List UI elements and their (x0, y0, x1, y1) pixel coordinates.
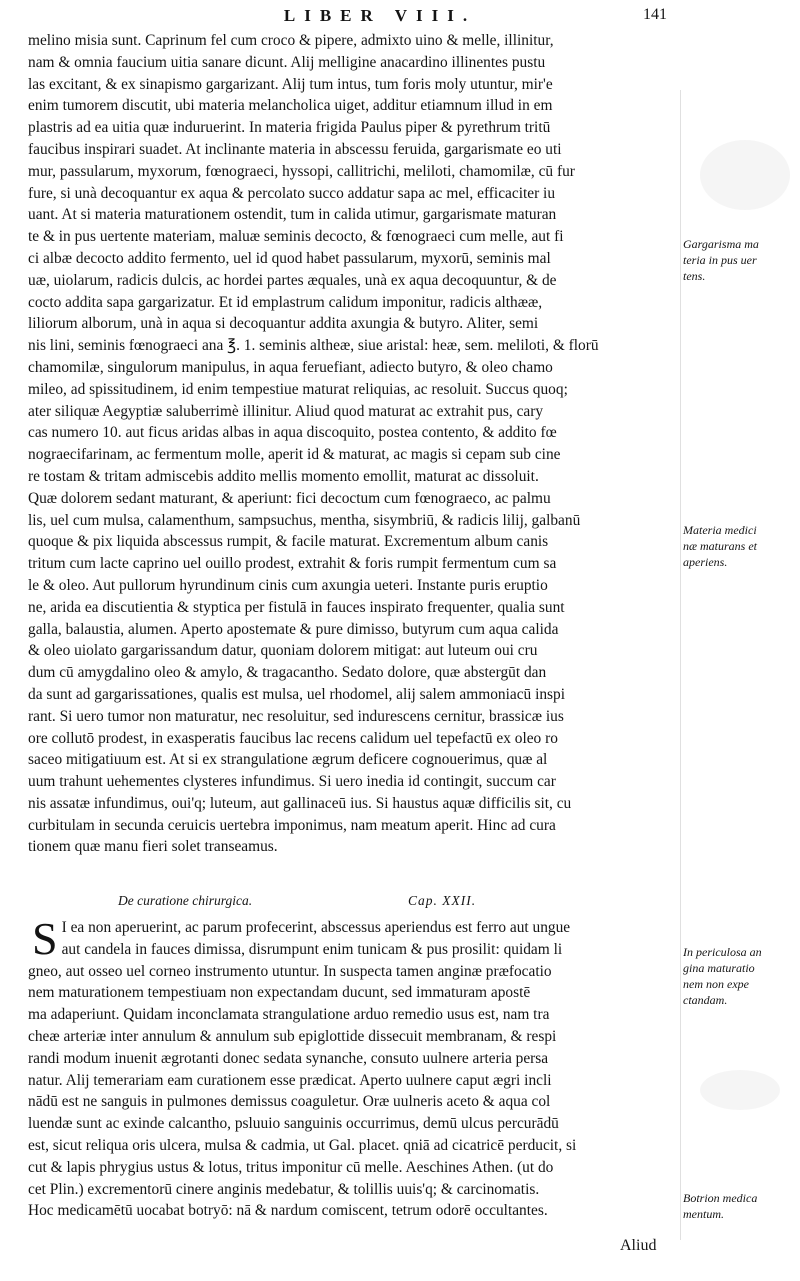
text-line: cas numero 10. aut ficus aridas albas in aqua discoquito, postea contento, & addito fœ (28, 424, 557, 442)
text-line: enim tumorem discutit, ubi materia melancholica uiget, additur etiamnum illud in em (28, 97, 553, 115)
text-line: ci albæ decocto addito fermento, uel id quod habet passularum, myxorū, seminis mal (28, 249, 551, 267)
text-line: randi modum inuenit ægrotanti donec sedata synanche, consuto uulnere arteria persa (28, 1049, 549, 1067)
marginal-note (683, 236, 795, 284)
paper-stain (700, 1070, 780, 1110)
text-line: nādū est ne sanguis in pulmones demissus coaguletur. Oræ uulneris aceto & aqua col (28, 1093, 551, 1111)
text-line: cocto addita sapa gargarizatur. Et id emplastrum calidum imponitur, radicis althææ, (28, 293, 543, 311)
text-line: te & in pus uertente materiam, maluæ seminis decocto, & fœnograeci cum melle, aut fi (28, 228, 564, 246)
marginal-note (683, 522, 795, 570)
marginal-note (683, 944, 795, 1008)
chapter-heading (28, 893, 678, 915)
text-line: uum trahunt uehementes clysteres infundimus. Si uero inedia id contingit, succum car (28, 773, 556, 791)
text-line: quoque & pix liquida abscessus rumpit, & facile maturat. Excrementum album canis (28, 533, 549, 551)
text-line: Hoc medicamētū uocabat botryō: nā & nardum comiscent, tetrum odorē occultantes. (28, 1202, 548, 1220)
marginal-line: tens. (683, 269, 706, 283)
text-line: tritum cum lacte caprino uel ouillo prodest, extrahit & foris rumpit fermentum cum sa (28, 555, 557, 573)
page-number: 141 (643, 6, 667, 23)
text-line: melino misia sunt. Caprinum fel cum croco & pipere, admixto uino & melle, illinitur, (28, 32, 554, 49)
text-line: aut candela in fauces dimissa, disrumpunt enim tunicam & pus prosilit: quidam li (61, 940, 563, 958)
text-line: liliorum alborum, unà in aqua si decoquantur addita axungia & butyro. Aliter, semi (28, 315, 539, 333)
chapter-number: Cap. XXII. (408, 893, 477, 908)
text-line: natur. Alij temerariam eam curationem esse prædicat. Aperto uulnere caput ægri incli (28, 1071, 552, 1089)
text-line: saceo mitigatiuum est. At si ex strangulatione ægrum deficere cognouerimus, quæ al (28, 751, 548, 769)
marginal-line: Botrion medica (683, 1191, 758, 1205)
text-line: re tostam & tritam admiscebis addito mellis momento emollit, maturat ac dissoluit. (28, 467, 539, 485)
text-line: dum cū amygdalino oleo & amylo, & tragacantho. Sedato dolore, quæ abstergūt dan (28, 664, 547, 682)
text-line: mileo, ad spissitudinem, id enim tempestiue maturat reliquias, ac resoluit. Succus quoq; (28, 380, 568, 398)
text-line: le & oleo. Aut pullorum hyrundinum cinis cum axungia ueteri. Instante puris eruptio (28, 576, 548, 594)
text-line: chamomilæ, singulorum manipulus, in aqua feruefiant, adiecto butyro, & oleo chamo (28, 358, 553, 376)
marginal-line: nem non expe (683, 977, 749, 991)
text-line: cheæ arteriæ inter annulum & annulum sub epiglottide dissecuit membranam, & respi (28, 1027, 557, 1045)
text-line: lis, uel cum mulsa, calamenthum, sampsuchus, mentha, sisymbriū, & radicis lilij, galbanū (28, 511, 581, 529)
main-text-block (28, 30, 678, 880)
catchword: Aliud (620, 1237, 657, 1254)
text-line: uant. At si materia maturationem ostendit, tum in calida utimur, gargarismate maturan (28, 206, 557, 224)
paper-stain (700, 140, 790, 210)
drop-capital: S (32, 913, 58, 964)
text-line: tionem quæ manu fieri solet transeamus. (28, 838, 278, 856)
text-line: nis lini, seminis fœnograeci ana ℥. 1. seminis altheæ, siue aristal: heæ, sem. meliloti, & florū (28, 337, 599, 355)
text-line: nam & omnia faucium uitia sanare dicunt. Alij melligine anacardino illinentes pustu (28, 53, 546, 71)
marginal-note (683, 1190, 795, 1222)
text-line: las excitant, & ex sinapismo gargarizant. Alij tum intus, tum foris moly utuntur, mir'e (28, 75, 553, 93)
text-line: ne, arida ea discutientia & styptica per fistulā in fauces inspirato frequenter, qualia sunt (28, 598, 565, 616)
marginal-line: ctandam. (683, 993, 728, 1007)
text-line: luendæ sunt ac exinde calcantho, psluuio sanguinis occurrimus, demū ulcus percurādū (28, 1115, 559, 1133)
marginal-line: Materia medici (683, 523, 757, 537)
marginal-line: gina maturatio (683, 961, 755, 975)
marginal-line: aperiens. (683, 555, 728, 569)
text-line: da sunt ad gargarissationes, qualis est mulsa, uel rhodomel, alij salem ammoniacū inspi (28, 685, 565, 703)
marginal-line: næ maturans et (683, 539, 758, 553)
text-line: uæ, uiolarum, radicis dulcis, ac hordei partes æquales, unà ex aqua decoquuntur, & de (28, 271, 557, 289)
text-line: ore collutō prodest, in exasperatis faucibus lac recens calidum uel tepefactū ex oleo ro (28, 729, 558, 747)
text-line: fure, si unà decoquantur ex aqua & percolato succo addatur sapa ac mel, efficaciter iu (28, 184, 556, 202)
text-line: rant. Si uero tumor non maturatur, nec resoluitur, sed indurescens cernitur, brassicæ ius (28, 707, 564, 725)
margin-shadow (680, 90, 681, 1240)
text-line: ater siliquæ Aegyptiæ saluberrimè illinitur. Aliud quod maturat ac extrahit pus, cary (28, 402, 544, 420)
text-line: curbitulam in secunda ceruicis uertebra imponimus, nam meatum aperit. Hinc ad cura (28, 816, 556, 834)
running-header (0, 4, 800, 30)
text-line (28, 858, 678, 880)
text-line: cet Plin.) excrementorū cinere anginis medebatur, & tolillis uuis'q; & carcinomatis. (28, 1180, 540, 1198)
text-line: mur, passularum, myxorum, fœnograeci, hyssopi, callitrichi, meliloti, chamomilæ, cū fur (28, 162, 575, 180)
marginal-line: mentum. (683, 1207, 724, 1221)
text-line: cut & lapis phrygius ustus & lotus, tritus imponitur cū melle. Aeschines Athen. (ut do (28, 1158, 554, 1176)
text-line: gneo, aut osseo uel corneo instrumento utuntur. In suspecta tamen anginæ præfocatio (28, 962, 552, 980)
text-line: galla, balaustia, alumen. Aperto apostemate & pure dimisso, butyrum cum aqua calida (28, 620, 559, 638)
text-line: est, sicut reliqua oris ulcera, mulsa & cadmia, ut Gal. placet. qniā ad cicatricē perducit, si (28, 1136, 577, 1154)
text-line: Quæ dolorem sedant maturant, & aperiunt: fici decoctum cum fœnograeco, ac palmu (28, 489, 551, 507)
marginal-line: In periculosa an (683, 945, 762, 959)
chapter-text-block (28, 913, 678, 1222)
text-line: I ea non aperuerint, ac parum profecerint, abscessus aperiendus est ferro aut ungue (61, 919, 571, 936)
running-title: LIBER VIII. (283, 6, 477, 25)
text-line: nis assatæ infundimus, oui'q; luteum, aut gallinaceū ius. Si haustus aquæ difficilis sit, cu (28, 794, 572, 812)
text-line: & oleo uiolato gargarissandum datur, quoniam dolorem mitigat: aut luteum oui cru (28, 642, 538, 660)
marginal-line: Gargarisma ma (683, 237, 759, 251)
text-line: nograecifarinam, ac fermentum molle, aperit id & maturat, ac magis si cepam sub cine (28, 446, 561, 464)
text-line: faucibus inspirari suadet. At inclinante materia in abscessu feruida, gargarismate eo uti (28, 140, 562, 158)
text-line: nem maturationem tempestiuam non expectandam ducunt, sed immaturam apostē (28, 984, 531, 1002)
marginal-line: teria in pus uer (683, 253, 757, 267)
text-line: ma adaperiunt. Quidam inconclamata strangulatione arduo remedio usus est, nam tra (28, 1006, 550, 1024)
chapter-title: De curatione chirurgica. (118, 893, 253, 908)
text-line: plastris ad ea uitia quæ induruerint. In materia frigida Paulus piper & pyrethrum tritū (28, 119, 551, 137)
